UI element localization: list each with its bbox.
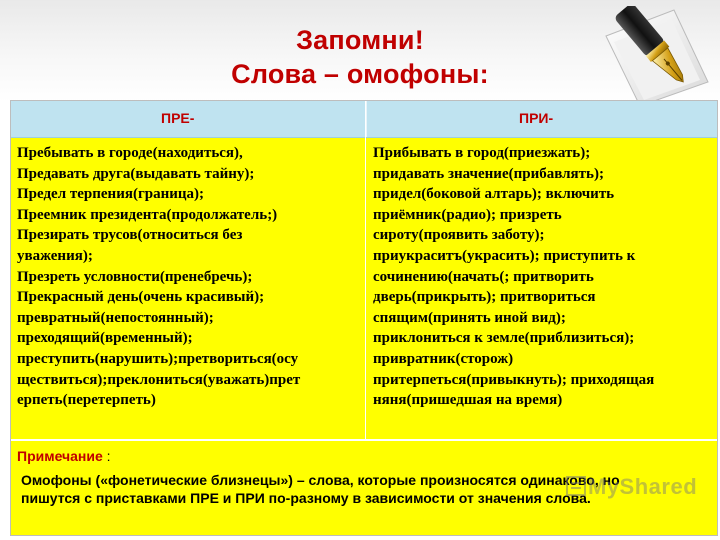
watermark-text: MyShared [588,474,698,499]
pre-line: Предавать друга(выдавать тайну); [17,165,255,182]
pre-line: уважения); [17,247,93,264]
table-header-row [11,101,717,138]
column-header-pre: ПРЕ- [161,110,195,126]
pri-line: сочинению(начать(; притворить [373,268,594,285]
pre-line: ерпеть(перетерпеть) [17,392,156,409]
title-line-2: Слова – омофоны: [231,59,489,89]
pre-line: преходящий(временный); [17,330,193,347]
pri-line: няня(пришедшая на время) [373,392,563,409]
pre-line: Предел терпения(граница); [17,186,205,203]
pre-line: Презирать трусов(относиться без [17,227,243,244]
note-line: пишутся с приставками ПРЕ и ПРИ по-разному в зависимости от значения слова. [21,490,591,506]
column-divider [365,101,366,439]
pre-line: Пребывать в городе(находиться), [17,145,243,161]
pre-line: Презреть условности(пренебречь); [17,268,253,285]
pri-line: приёмник(радио); призреть [373,206,562,223]
watermark-logo-icon [566,475,586,497]
note-divider [11,439,717,441]
pre-line: преступить(нарушить);претвориться(осу [17,350,299,367]
pri-line: Прибывать в город(приезжать); [373,145,591,161]
pri-line: приукраситъ(украсить); приступить к [373,247,636,264]
column-header-pri: ПРИ- [519,110,554,126]
pri-line: придел(боковой алтарь); включить [373,186,615,203]
title-line-1: Запомни! [296,25,424,55]
fountain-pen-icon [596,6,714,106]
pri-line: спящим(принять иной вид); [373,309,566,326]
pre-line: ществиться);преклониться(уважать)прет [17,371,301,388]
pre-line: Прекрасный день(очень красивый); [17,289,265,306]
pri-line: приклониться к земле(приблизиться); [373,330,635,347]
pre-line: Преемник президента(продолжатель;) [17,206,278,223]
pri-line: дверь(прикрыть); притвориться [373,289,596,306]
note-line: Омофоны («фонетические близнецы») – слова, которые произносятся одинаково, но [21,472,620,488]
pri-words-cell [373,143,713,411]
pri-line: придавать значение(прибавлять); [373,165,604,182]
pri-line: притерпеться(привыкнуть); приходящая [373,371,655,388]
pri-line: сироту(проявить заботу); [373,227,545,244]
note-colon: : [102,448,111,464]
pre-words-cell [17,143,362,411]
pre-line: превратный(непостоянный); [17,309,214,326]
note-title: Примечание [17,448,103,464]
prefix-table [10,100,718,536]
watermark [566,474,697,500]
pri-line: привратник(сторож) [373,350,514,367]
